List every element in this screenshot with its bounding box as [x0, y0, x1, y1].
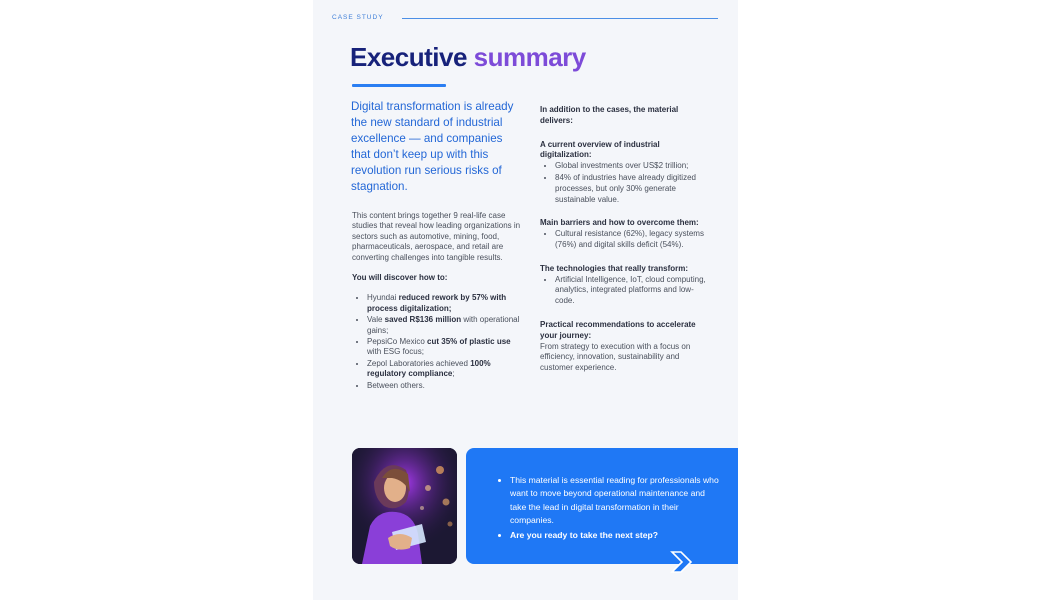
list-item: • Hyundai reduced rework by 57% with process digitalization; — [367, 293, 524, 314]
list-item: • PepsiCo Mexico cut 35% of plastic use with ESG focus; — [367, 337, 524, 358]
list-item: • Artificial Intelligence, IoT, cloud computing, analytics, integrated platforms and low-code. — [555, 275, 710, 307]
list-item: • Cultural resistance (62%), legacy systems (76%) and digital skills deficit (54%). — [555, 229, 710, 251]
chevron-right-icon[interactable] — [669, 549, 695, 575]
document-page — [313, 0, 738, 600]
list-item: • 84% of industries have already digitized processes, but only 30% generate sustainable value. — [555, 173, 710, 205]
barriers-heading: Main barriers and how to overcome them: — [540, 218, 699, 228]
title-accent: summary — [473, 42, 586, 72]
list-item: • Vale saved R$136 million with operational gains; — [367, 315, 524, 336]
woman-with-tablet-photo — [352, 448, 457, 564]
cta-text: • This material is essential reading for professionals who want to move beyond operational maintenance and take the lead in digital transformation in their companies. — [510, 474, 720, 528]
practical-text: From strategy to execution with a focus on efficiency, innovation, sustainability and customer experience. — [540, 341, 691, 373]
deliverables-intro: In addition to the cases, the material delivers: — [540, 105, 679, 125]
list-item: • Global investments over US$2 trillion; — [555, 161, 710, 172]
page-title — [350, 42, 586, 73]
tech-section — [540, 264, 710, 307]
barriers-section — [540, 218, 710, 250]
overview-heading: A current overview of industrial digitalization: — [540, 139, 660, 160]
lead-paragraph: Digital transformation is already the new standard of industrial excellence — and companies that don’t keep up with this revolution run serious risks of stagnation. — [351, 100, 514, 193]
eyebrow-divider — [402, 18, 718, 19]
title-underline — [352, 84, 446, 87]
intro-paragraph: This content brings together 9 real-life case studies that reveal how leading organizations in sectors such as automotive, mining, food, pharmaceuticals, aerospace, and retail are converting challenges into tangible results. — [352, 211, 521, 262]
left-column — [352, 211, 524, 392]
cta-list — [496, 474, 720, 543]
discover-list — [352, 293, 524, 391]
discover-heading: You will discover how to: — [352, 273, 448, 283]
practical-section — [540, 320, 710, 374]
cta-box — [466, 448, 738, 564]
title-main: Executive — [350, 42, 467, 72]
eyebrow-label: CASE STUDY — [332, 14, 384, 21]
tech-heading: The technologies that really transform: — [540, 263, 689, 273]
cta-question: • Are you ready to take the next step? — [510, 529, 720, 542]
practical-heading: Practical recommendations to accelerate your journey: — [540, 319, 696, 340]
list-item: • Between others. — [367, 381, 524, 391]
overview-section — [540, 140, 710, 206]
right-column — [540, 105, 710, 387]
list-item: • Zepol Laboratories achieved 100% regulatory compliance; — [367, 359, 524, 380]
